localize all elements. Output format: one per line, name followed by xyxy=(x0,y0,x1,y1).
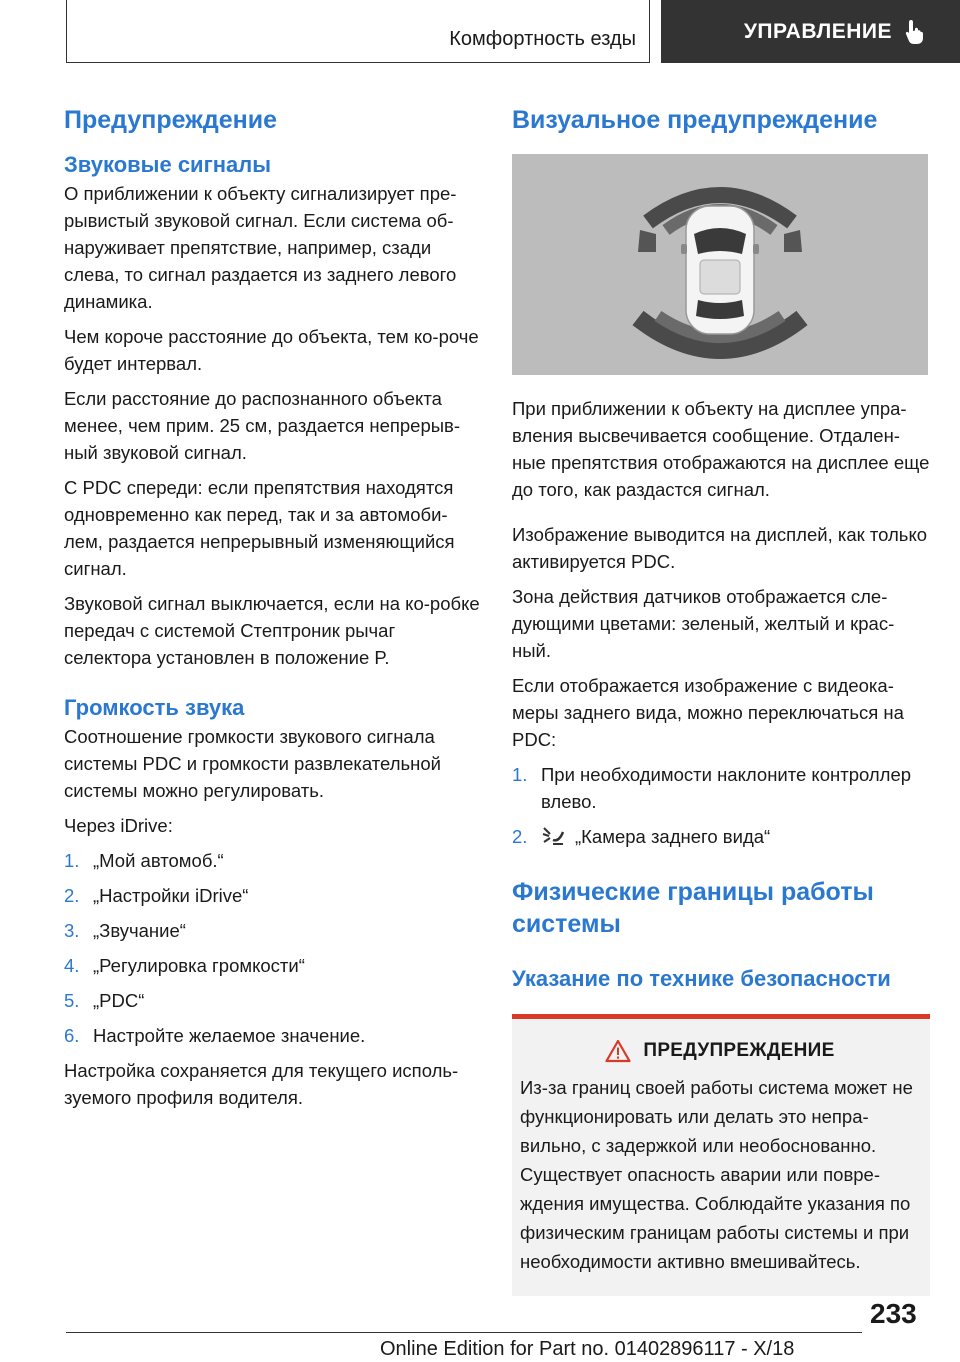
paragraph: Если отображается изображение с видеока-меры заднего вида, можно переключаться на PDC: xyxy=(512,675,904,750)
footer-edition: Online Edition for Part no. 01402896117 - X/18 xyxy=(380,1338,795,1360)
list-item: 2. „Камера заднего вида“ xyxy=(512,826,771,847)
paragraph: При приближении к объекту на дисплее упра-вления высвечивается сообщение. Отдален-ные препятствия отображаются на дисплее еще до того, как раздастся сигнал. xyxy=(512,398,930,500)
heading-volume: Громкость звука xyxy=(64,695,245,720)
paragraph: Если расстояние до распознанного объекта менее, чем прим. 25 см, раздается непрерыв-ный звуковой сигнал. xyxy=(64,388,461,463)
paragraph: Настройка сохраняется для текущего исполь-зуемого профиля водителя. xyxy=(64,1060,459,1108)
heading-sound-signals: Звуковые сигналы xyxy=(64,152,272,177)
warning-title-row xyxy=(520,1039,920,1063)
heading-physical-limits: Физические границы работы системы xyxy=(512,878,874,938)
section-title-warning: Предупреждение xyxy=(64,106,278,134)
list-item: 6. Настройте желаемое значение. xyxy=(64,1025,366,1046)
paragraph: Изображение выводится на дисплей, как только активируется PDC. xyxy=(512,524,928,572)
hand-pointer-icon xyxy=(904,19,926,45)
paragraph: О приближении к объекту сигнализирует пре-рывистый звуковой сигнал. Если система об-наруживает препятствие, например, сзади слева, то сигнал раздается из заднего левого динамика. xyxy=(64,183,457,312)
list-item: 4. „Регулировка громкости“ xyxy=(64,955,305,976)
camera-step-label: „Камера заднего вида“ xyxy=(575,826,771,847)
warning-box xyxy=(512,1019,930,1296)
header-chapter-title: УПРАВЛЕНИЕ xyxy=(743,19,892,43)
car-sensor-zones-graphic xyxy=(580,160,860,370)
via-idrive-label: Через iDrive: xyxy=(64,815,173,836)
idrive-steps-list xyxy=(64,847,484,1049)
heading-visual-warning: Визуальное предупреждение xyxy=(512,106,878,134)
paragraph: С PDC спереди: если препятствия находятся одновременно как перед, так и за автомоби-лем, раздается непрерывный изменяющийся сигнал. xyxy=(64,477,455,579)
paragraph: Звуковой сигнал выключается, если на ко-робке передач с системой Стептроник рычаг селектора установлен в положение P. xyxy=(64,593,480,668)
warning-title: ПРЕДУПРЕЖДЕНИЕ xyxy=(643,1040,835,1061)
right-column xyxy=(512,100,930,1296)
list-item: 1. При необходимости наклоните контроллер влево. xyxy=(512,764,912,812)
list-item: 2. „Настройки iDrive“ xyxy=(64,885,249,906)
list-item: 1. „Мой автомоб.“ xyxy=(64,850,224,871)
warning-triangle-icon xyxy=(605,1039,631,1063)
list-item: 3. „Звучание“ xyxy=(64,920,186,941)
paragraph: Чем короче расстояние до объекта, тем ко-роче будет интервал. xyxy=(64,326,479,374)
warning-text: Из-за границ своей работы система может не функционировать или делать это непра-вильно, с задержкой или необоснованно. Существует опасность аварии или повре-ждения имущества. Соблюдайте указания по физическим границам работы системы и при необходимости активно вмешивайтесь. xyxy=(520,1077,913,1272)
page-number: 233 xyxy=(870,1298,917,1329)
header-section-title: Комфортность езды xyxy=(449,28,636,50)
camera-steps-list xyxy=(512,761,930,850)
list-item: 5. „PDC“ xyxy=(64,990,145,1011)
rear-camera-icon xyxy=(541,826,567,846)
pdc-display-illustration xyxy=(512,154,928,375)
left-column xyxy=(64,100,484,1119)
heading-safety-note: Указание по технике безопасности xyxy=(512,966,891,991)
paragraph: Соотношение громкости звукового сигнала системы PDC и громкости развлекательной системы можно регулировать. xyxy=(64,726,441,801)
paragraph: Зона действия датчиков отображается сле-дующими цветами: зеленый, желтый и крас-ный. xyxy=(512,586,895,661)
footer-divider xyxy=(66,1332,862,1333)
header-chapter-tab xyxy=(661,0,960,63)
